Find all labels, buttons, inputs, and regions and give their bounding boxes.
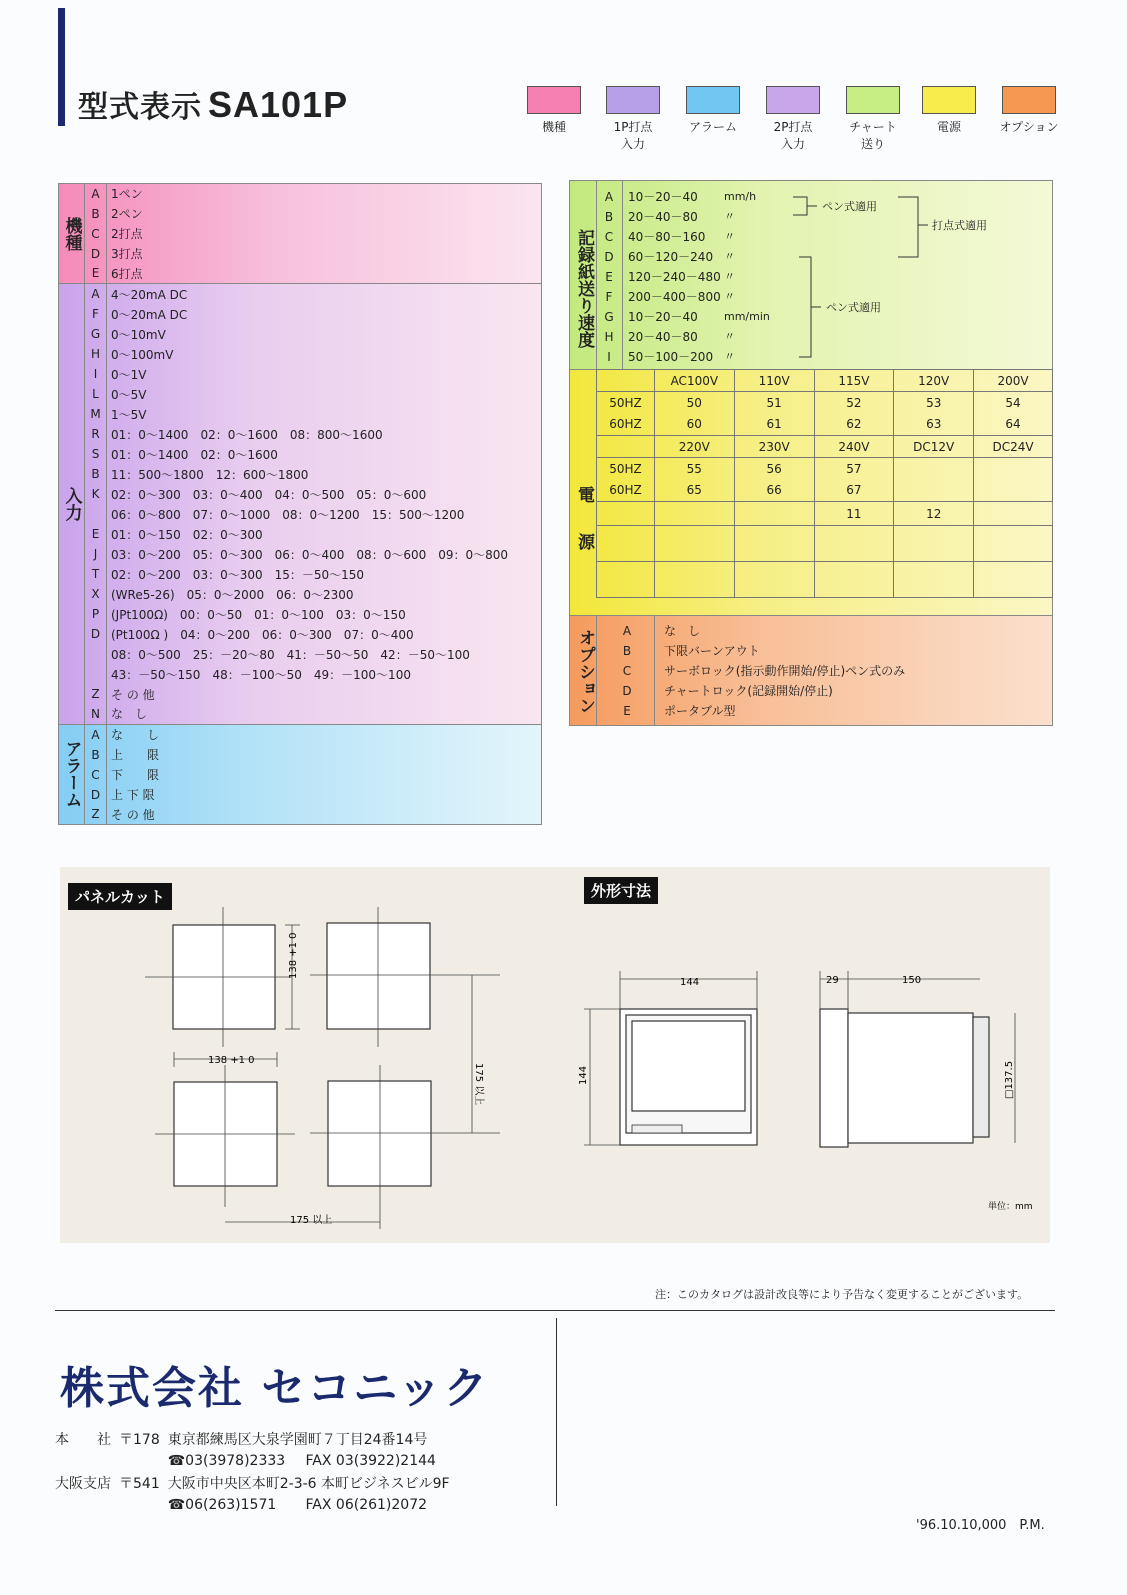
option-code: C [622,664,632,678]
power-header-row [597,370,1053,392]
front-height-144: 144 [578,1065,589,1085]
power-dc-code [597,502,655,526]
power-grid [596,369,1053,598]
option-code: A [622,624,632,638]
osaka-zip: 〒541 [119,1476,160,1492]
chart-speed-unit: 〃 [724,230,735,243]
page-title [78,82,348,126]
chart-speed-section [569,180,1053,370]
input-text: 43：－50～150 48：－100～50 49：－100～100 [111,667,411,682]
option-text: 下限バーンアウト [664,644,760,658]
input-code: J [85,544,107,564]
input-text: 01：0～1400 02：0～1600 [111,447,278,462]
input-text: (WRe5-26) 05：0～2000 06：0～2300 [111,587,354,602]
input-text: 06：0～800 07：0～1000 08：0～1200 15：500～1200 [111,507,465,522]
pen-applicable-note-2: ペン式適用 [826,301,881,314]
legend-label: アラーム [688,120,737,134]
alarm-row [59,745,542,765]
input-row [59,384,542,404]
chart-speed-code: D [604,250,614,264]
chart-speed-value: 20－40－80 [628,330,698,344]
input-code: R [85,424,107,444]
option-text: な し [664,624,701,638]
input-text: 0～5V [111,387,147,402]
footer-rule [55,1310,1055,1311]
power-voltage-header: DC24V [974,436,1053,458]
input-row [59,404,542,424]
power-code: 56 [734,458,814,480]
alarm-row [59,765,542,785]
power-code: 67 [814,480,894,502]
input-code: N [85,704,107,724]
alarm-text: 上 限 [111,748,160,762]
power-corner [597,436,655,458]
alarm-text: 上 下 限 [111,788,155,802]
input-code: H [85,344,107,364]
power-empty-cell [734,526,814,562]
power-row [597,458,1053,480]
power-row [597,414,1053,436]
input-code: T [85,564,107,584]
input-row [59,664,542,684]
input-row [59,524,542,544]
kishu-text: 6打点 [111,266,143,281]
input-row [59,504,542,524]
front-width-144: 144 [680,977,700,988]
legend-item [919,86,979,136]
power-header-row [597,436,1053,458]
alarm-row [59,805,542,825]
power-empty-cell [654,526,734,562]
kishu-code: A [85,184,107,204]
dimensions-label: 外形寸法 [584,877,658,904]
left-spec-table [58,183,542,825]
option-row [596,701,1036,721]
dot-applicable-note: 打点式適用 [932,219,987,232]
option-code: D [622,684,632,698]
option-row [596,661,1036,681]
power-dc-code [734,502,814,526]
title-accent-bar [58,8,65,126]
company-name: 株式会社 セコニック [60,1363,490,1414]
chart-speed-code: E [605,270,613,284]
input-row [59,444,542,464]
side-view-drawing [820,1009,989,1147]
chart-speed-code: I [607,350,611,364]
input-row [59,684,542,704]
legend-label: 1P打点 入力 [613,120,653,151]
legend-swatch [606,86,660,114]
legend-label: チャート 送り [849,120,897,151]
chart-speed-value: 50－100－200 [628,350,714,364]
panel-dim-138-v: 138 +1 0 [288,932,299,979]
power-code [974,458,1053,480]
legend-item [603,86,663,153]
input-row [59,604,542,624]
input-text: 1～5V [111,407,147,422]
osaka-tel: ☎06(263)1571 [167,1497,277,1513]
chart-speed-unit: 〃 [724,210,735,223]
legend-swatch [922,86,976,114]
power-code: 50 [654,392,734,414]
head-office-address: 東京都練馬区大泉学園町７丁目24番14号 [167,1432,428,1448]
input-code: A [85,284,107,304]
power-code: 63 [894,414,974,436]
input-text: 0～100mV [111,347,174,362]
power-voltage-header: DC12V [894,436,974,458]
option-section [569,616,1053,726]
chart-speed-value: 20－40－80 [628,210,698,224]
legend-item [683,86,743,136]
input-row [59,324,542,344]
chart-speed-value: 10－20－40 [628,190,698,204]
power-voltage-header: 110V [734,370,814,392]
catalog-note: 注：このカタログは設計改良等により予告なく変更することがございます。 [655,1288,1029,1301]
power-empty-row [597,562,1053,598]
legend-item [843,86,903,153]
legend-label: 機種 [541,120,566,134]
power-empty-cell [894,562,974,598]
alarm-code: C [85,765,107,785]
input-text: 02：0～300 03：0～400 04：0～500 05：0～600 [111,487,427,502]
footer-vertical-rule [556,1318,557,1506]
power-voltage-header: 230V [734,436,814,458]
power-code: 52 [814,392,894,414]
input-row [59,464,542,484]
chart-speed-code: A [604,190,614,204]
input-code: M [85,404,107,424]
legend-item [524,86,584,136]
unit-note: 単位：mm [988,1202,1033,1212]
footer-code: '96.10.10,000 P.M. [916,1518,1045,1533]
input-row [59,564,542,584]
power-empty-row [597,526,1053,562]
power-corner [597,370,655,392]
power-code [974,480,1053,502]
head-office-zip: 〒178 [119,1432,160,1448]
input-row [59,584,542,604]
osaka-address: 大阪市中央区本町2-3-6 本町ビジネスビル9F [167,1476,450,1492]
chart-speed-unit: mm/min [724,310,770,323]
option-code: E [623,704,631,718]
input-code [85,504,107,524]
legend-swatch [1002,86,1056,114]
power-code: 62 [814,414,894,436]
chart-speed-heading: 記録紙送り速度 [574,228,594,348]
input-code: F [85,304,107,324]
input-code [85,644,107,664]
chart-speed-value: 120－240－480 [628,270,721,284]
kishu-row [59,184,542,204]
input-code: L [85,384,107,404]
power-voltage-header: 115V [814,370,894,392]
input-code: K [85,484,107,504]
power-empty-cell [894,526,974,562]
power-empty-cell [814,562,894,598]
chart-speed-unit: 〃 [724,270,735,283]
kishu-row [59,244,542,264]
option-text: サーボロック(指示動作開始/停止)ペン式のみ [664,664,906,678]
kishu-row [59,264,542,284]
legend-label: オプション [999,120,1059,134]
kishu-table [58,183,542,284]
input-row [59,484,542,504]
chart-speed-value: 60－120－240 [628,250,714,264]
power-row [597,480,1053,502]
alarm-table [58,725,542,826]
power-code: 65 [654,480,734,502]
panel-cut-label: パネルカット [68,883,172,910]
input-code: Z [85,684,107,704]
input-text: 02：0～200 03：0～300 15：－50～150 [111,567,365,582]
option-row [596,641,1036,661]
option-row [596,681,1036,701]
head-office-label: 本 社 [55,1432,111,1448]
input-row [59,364,542,384]
legend-item [999,86,1059,136]
power-empty-cell [974,562,1053,598]
input-text: 08：0～500 25：－20～80 41：－50～50 42：－50～100 [111,647,470,662]
chart-speed-value: 200－400－800 [628,290,721,304]
chart-speed-unit: 〃 [724,350,735,363]
option-code: B [622,644,632,658]
power-code [894,458,974,480]
alarm-heading: アラーム [61,740,82,809]
kishu-code: D [85,244,107,264]
input-code: S [85,444,107,464]
chart-speed-value: 10－20－40 [628,310,698,324]
input-text: 01：0～150 02：0～300 [111,527,263,542]
power-voltage-header: 220V [654,436,734,458]
chart-speed-code: G [604,310,614,324]
alarm-code: A [85,725,107,745]
power-section [569,370,1053,616]
power-code [894,480,974,502]
option-heading: オプション [575,628,595,714]
alarm-row [59,785,542,805]
model-name: SA101P [208,84,349,125]
panel-dim-138-h: 138 +1 0 [208,1055,255,1066]
input-row [59,544,542,564]
power-voltage-header: 200V [974,370,1053,392]
power-code: 64 [974,414,1053,436]
panel-dim-175-v: 175 以上 [473,1063,484,1106]
kishu-row [59,204,542,224]
power-empty-cell [597,562,655,598]
head-office-fax: FAX 03(3922)2144 [305,1453,436,1469]
legend-swatch [846,86,900,114]
input-text: 0～1V [111,367,147,382]
power-frequency: 60HZ [597,414,655,436]
kishu-text: 1ペン [111,187,143,202]
chart-speed-code: F [605,290,613,304]
panel-dim-175-h: 175 以上 [290,1215,333,1226]
option-text: ポータブル型 [664,704,736,718]
alarm-text: な し [111,728,160,742]
alarm-code: D [85,785,107,805]
input-text: 0～10mV [111,327,166,342]
option-text: チャートロック(記録開始/停止) [664,684,833,698]
legend-item [763,86,823,153]
chart-speed-code: H [604,330,614,344]
power-code: 54 [974,392,1053,414]
power-frequency: 50HZ [597,458,655,480]
input-text: な し [111,707,148,722]
input-code: B [85,464,107,484]
technical-drawings [60,867,1050,1243]
chart-speed-code: B [604,210,614,224]
power-frequency: 50HZ [597,392,655,414]
alarm-code: B [85,745,107,765]
kishu-code: E [85,264,107,284]
power-empty-cell [974,526,1053,562]
power-empty-cell [734,562,814,598]
power-voltage-header: 240V [814,436,894,458]
alarm-text: そ の 他 [111,807,155,822]
alarm-row [59,725,542,745]
front-view-drawing [620,1009,757,1145]
input-code: X [85,584,107,604]
title-prefix: 型式表示 [78,90,202,125]
input-text: 01：0～1400 02：0～1600 08：800～1600 [111,427,383,442]
power-voltage-header: 120V [894,370,974,392]
input-code: D [85,624,107,644]
input-text: そ の 他 [111,687,155,702]
input-heading: 入力 [61,486,82,521]
chart-speed-code: C [604,230,614,244]
legend-label: 2P打点 入力 [773,120,813,151]
power-code: 66 [734,480,814,502]
input-text: (JPt100Ω) 00：0～50 01：0～100 03：0～150 [111,607,406,622]
input-text: 0～20mA DC [111,307,188,322]
power-frequency: 60HZ [597,480,655,502]
power-empty-cell [814,526,894,562]
legend-swatch [527,86,581,114]
kishu-heading: 機種 [61,216,82,251]
input-row [59,344,542,364]
alarm-code: Z [85,805,107,825]
kishu-code: B [85,204,107,224]
power-code: 61 [734,414,814,436]
input-row [59,424,542,444]
input-code: P [85,604,107,624]
input-row [59,624,542,644]
power-code: 57 [814,458,894,480]
power-dc-code [654,502,734,526]
legend-swatch [766,86,820,114]
chart-speed-value: 40－80－160 [628,230,706,244]
power-heading: 電源 [574,486,594,580]
chart-speed-unit: mm/h [724,190,757,203]
company-addresses [55,1428,458,1516]
input-text: (Pt100Ω ) 04：0～200 06：0～300 07：0～400 [111,627,414,642]
chart-speed-unit: 〃 [724,330,735,343]
chart-speed-unit: 〃 [724,250,735,263]
power-code: 60 [654,414,734,436]
head-office-tel: ☎03(3978)2333 [167,1453,286,1469]
power-code: 53 [894,392,974,414]
alarm-text: 下 限 [111,768,160,782]
power-dc-row [597,502,1053,526]
side-depth-29: 29 [826,975,839,986]
power-code: 55 [654,458,734,480]
osaka-label: 大阪支店 [55,1476,111,1492]
option-row [596,621,1036,641]
kishu-code: C [85,224,107,244]
kishu-row [59,224,542,244]
input-row [59,304,542,324]
input-row [59,644,542,664]
kishu-text: 3打点 [111,247,143,261]
pen-applicable-note-1: ペン式適用 [822,200,877,213]
input-text: 11：500～1800 12：600～1800 [111,467,309,482]
power-dc-code: 11 [814,502,894,526]
legend-label: 電源 [936,120,961,134]
input-code [85,664,107,684]
osaka-fax: FAX 06(261)2072 [305,1497,428,1513]
power-voltage-header: AC100V [654,370,734,392]
input-code: E [85,524,107,544]
side-square-137: □137.5 [1004,1060,1015,1099]
kishu-text: 2打点 [111,227,143,241]
input-code: G [85,324,107,344]
dot-bracket [890,181,930,371]
legend-swatch [686,86,740,114]
input-row [59,704,542,724]
input-code: I [85,364,107,384]
power-empty-cell [597,526,655,562]
side-depth-150: 150 [902,975,922,986]
power-dc-code: 12 [894,502,974,526]
kishu-text: 2ペン [111,207,143,221]
input-text: 03：0～200 05：0～300 06：0～400 08：0～600 09：0～800 [111,547,509,562]
input-table [58,284,542,725]
input-text: 4～20mA DC [111,287,188,302]
power-code: 51 [734,392,814,414]
power-row [597,392,1053,414]
power-empty-cell [654,562,734,598]
chart-speed-unit: 〃 [724,290,735,303]
input-row [59,284,542,304]
